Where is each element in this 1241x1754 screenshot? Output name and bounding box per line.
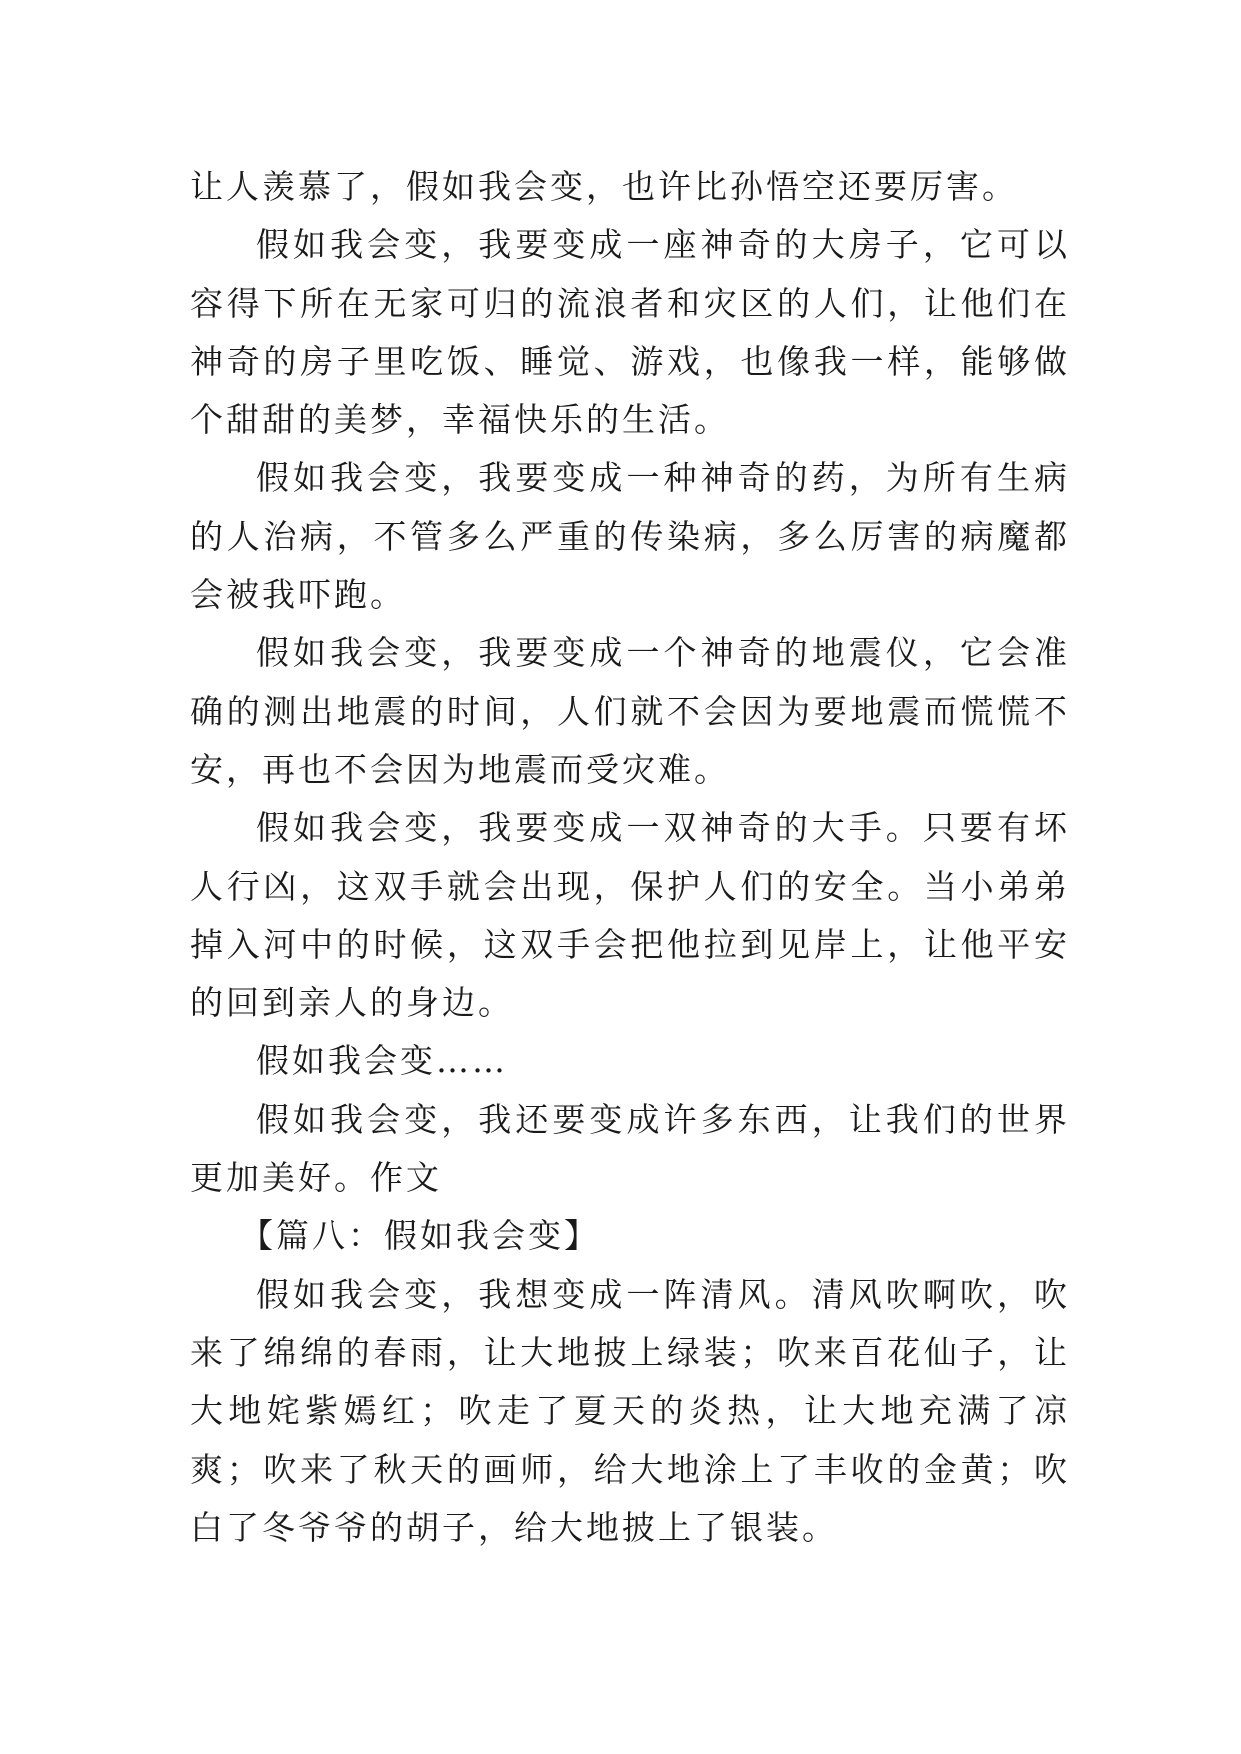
paragraph-continuation: 让人羡慕了，假如我会变，也许比孙悟空还要厉害。 (190, 167, 1018, 206)
paragraph-seismometer: 假如我会变，我要变成一个神奇的地震仪，它会准确的测出地震的时间，人们就不会因为要地震而慌慌不安，再也不会因为地震而受灾难。 (190, 633, 1070, 789)
paragraph-breeze: 假如我会变，我想变成一阵清风。清风吹啊吹，吹来了绵绵的春雨，让大地披上绿装；吹来百花仙子，让大地姹紫嫣红；吹走了夏天的炎热，让大地充满了凉爽；吹来了秋天的画师，给大地涂上了丰收的金黄；吹白了冬爷爷的胡子，给大地披上了银装。 (190, 1274, 1070, 1547)
paragraph-many-things: 假如我会变，我还要变成许多东西，让我们的世界更加美好。作文 (190, 1099, 1070, 1198)
section-heading: 【篇八：假如我会变】 (240, 1216, 600, 1256)
paragraph-house: 假如我会变，我要变成一座神奇的大房子，它可以容得下所在无家可归的流浪者和灾区的人们，让他们在神奇的房子里吃饭、睡觉、游戏，也像我一样，能够做个甜甜的美梦，幸福快乐的生活。 (190, 225, 1070, 440)
paragraph-hands: 假如我会变，我要变成一双神奇的大手。只要有坏人行凶，这双手就会出现，保护人们的安全。当小弟弟掉入河中的时候，这双手会把他拉到见岸上，让他平安的回到亲人的身边。 (190, 808, 1070, 1023)
paragraph-medicine: 假如我会变，我要变成一种神奇的药，为所有生病的人治病，不管多么严重的传染病，多么厉害的病魔都会被我吓跑。 (190, 458, 1070, 615)
paragraph-ellipsis: 假如我会变…… (256, 1041, 508, 1081)
document-body (190, 158, 1070, 1557)
